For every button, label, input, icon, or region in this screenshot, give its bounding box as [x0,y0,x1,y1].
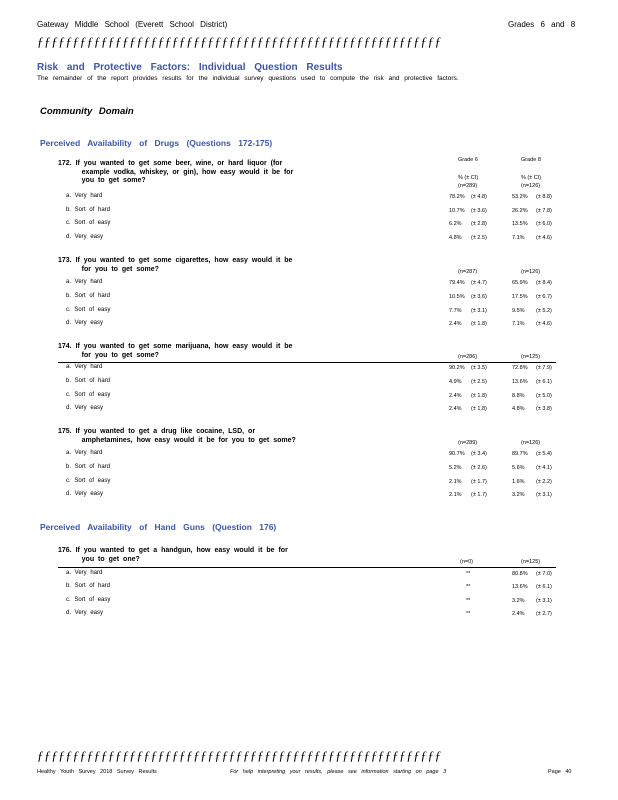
pct-grade-8: 13.6% [512,379,528,385]
pct-grade-8: 7.1% [512,235,525,241]
ci-grade-8: (± 4.1) [536,465,552,471]
answer-label: d. Very easy [66,491,104,497]
answer-label: a. Very hard [66,450,103,456]
ci-grade-8: (± 6.1) [536,379,552,385]
divider [58,567,556,568]
pct-grade-8: 3.2% [512,492,525,498]
n-grade-8: (n=126) [521,183,541,189]
pct-grade-6: 7.7% [449,308,462,314]
col-ci-8: % (± CI) [521,175,542,181]
grades-label: Grades 6 and 8 [508,20,576,29]
answer-label: c. Sort of easy [66,597,111,603]
ci-grade-8: (± 4.6) [536,321,552,327]
pct-grade-8: 13.6% [512,584,528,590]
ci-grade-6: (± 2.6) [471,465,487,471]
pct-grade-8: 72.8% [512,365,528,371]
ci-grade-8: (± 4.6) [536,235,552,241]
ci-grade-8: (± 8.8) [536,194,552,200]
col-ci-6: % (± CI) [458,175,479,181]
ci-grade-8: (± 8.4) [536,280,552,286]
answer-label: a. Very hard [66,193,103,199]
ci-grade-8: (± 3.8) [536,406,552,412]
col-grade-6: Grade 6 [458,157,478,163]
ci-grade-8: (± 3.1) [536,492,552,498]
pct-grade-6: 2.4% [449,321,462,327]
pct-grade-8: 1.6% [512,479,525,485]
n-grade-6: (n=0) [460,559,473,565]
n-grade-6: (n=287) [458,269,478,275]
ci-grade-6: (± 3.6) [471,208,487,214]
pct-grade-6: 78.2% [449,194,465,200]
pct-grade-6: 10.5% [449,294,465,300]
ci-grade-8: (± 7.9) [536,365,552,371]
pct-grade-8: 53.2% [512,194,528,200]
page-number: Page 40 [548,769,572,775]
question-172: 172. If you wanted to get some beer, wine, or hard liquor (for example vodka, whiskey, or gin), how easy would it be for you to get some? [58,160,294,184]
ci-grade-8: (± 5.0) [536,393,552,399]
answer-label: b. Sort of hard [66,378,111,384]
ci-grade-6: (± 2.5) [471,235,487,241]
ci-grade-6: (± 2.5) [471,379,487,385]
pct-grade-6: 10.7% [449,208,465,214]
pct-grade-6: 6.2% [449,221,462,227]
ci-grade-6: (± 1.7) [471,492,487,498]
pct-grade-8: 80.8% [512,571,528,577]
ci-grade-6: (± 1.8) [471,321,487,327]
answer-label: c. Sort of easy [66,220,111,226]
pct-grade-8: 9.5% [512,308,525,314]
pct-grade-6: ** [466,598,471,604]
pct-grade-6: 4.9% [449,379,462,385]
ci-grade-6: (± 1.8) [471,406,487,412]
ci-grade-6: (± 4.8) [471,194,487,200]
ci-grade-8: (± 2.7) [536,611,552,617]
ci-grade-8: (± 7.8) [536,208,552,214]
n-grade-8: (n=126) [521,269,541,275]
answer-label: b. Sort of hard [66,293,111,299]
pct-grade-6: 90.2% [449,365,465,371]
ci-grade-6: (± 3.5) [471,365,487,371]
answer-label: c. Sort of easy [66,478,111,484]
ci-grade-6: (± 4.7) [471,280,487,286]
domain-title: Community Domain [40,106,134,117]
n-grade-8: (n=126) [521,440,541,446]
pct-grade-8: 4.8% [512,406,525,412]
answer-label: d. Very easy [66,320,104,326]
ci-grade-8: (± 6.0) [536,221,552,227]
pct-grade-6: 79.4% [449,280,465,286]
pct-grade-6: 2.4% [449,393,462,399]
pct-grade-8: 17.5% [512,294,528,300]
answer-label: c. Sort of easy [66,392,111,398]
n-grade-6: (n=289) [458,440,478,446]
pct-grade-8: 65.9% [512,280,528,286]
ci-grade-8: (± 3.1) [536,598,552,604]
answer-label: a. Very hard [66,570,103,576]
ci-grade-6: (± 3.1) [471,308,487,314]
pct-grade-6: ** [466,584,471,590]
ci-grade-8: (± 5.4) [536,451,552,457]
pct-grade-6: 2.4% [449,406,462,412]
ci-grade-8: (± 6.1) [536,584,552,590]
header-rule: ƒƒƒƒƒƒƒƒƒƒƒƒƒƒƒƒƒƒƒƒƒƒƒƒƒƒƒƒƒƒƒƒƒƒƒƒƒƒƒƒƒƒƒƒƒƒƒƒƒƒƒƒƒƒƒƒƒ [37,34,442,49]
question-173: 173. If you wanted to get some cigarettes, how easy would it be for you to get some? [58,257,293,273]
pct-grade-6: 90.7% [449,451,465,457]
pct-grade-8: 2.4% [512,611,525,617]
pct-grade-8: 3.2% [512,598,525,604]
pct-grade-8: 7.1% [512,321,525,327]
answer-label: d. Very easy [66,405,104,411]
answer-label: d. Very easy [66,610,104,616]
question-174: 174. If you wanted to get some marijuana, how easy would it be for you to get some? [58,343,293,359]
question-175: 175. If you wanted to get a drug like cocaine, LSD, or amphetamines, how easy would it be for you to get some? [58,428,296,444]
footer-rule: ƒƒƒƒƒƒƒƒƒƒƒƒƒƒƒƒƒƒƒƒƒƒƒƒƒƒƒƒƒƒƒƒƒƒƒƒƒƒƒƒƒƒƒƒƒƒƒƒƒƒƒƒƒƒƒƒƒ [37,748,442,763]
ci-grade-6: (± 3.4) [471,451,487,457]
ci-grade-6: (± 2.8) [471,221,487,227]
pct-grade-6: ** [466,611,471,617]
answer-label: b. Sort of hard [66,207,111,213]
subsection-drugs: Perceived Availability of Drugs (Questions 172-175) [40,138,273,148]
pct-grade-8: 13.5% [512,221,528,227]
answer-label: a. Very hard [66,279,103,285]
pct-grade-6: 4.8% [449,235,462,241]
col-grade-8: Grade 8 [521,157,541,163]
n-grade-6: (n=289) [458,183,478,189]
pct-grade-8: 8.8% [512,393,525,399]
ci-grade-6: (± 1.8) [471,393,487,399]
pct-grade-8: 26.2% [512,208,528,214]
ci-grade-8: (± 5.2) [536,308,552,314]
school-name: Gateway Middle School (Everett School District) [37,20,228,29]
subsection-handguns: Perceived Availability of Hand Guns (Question 176) [40,522,277,532]
ci-grade-6: (± 3.6) [471,294,487,300]
answer-label: b. Sort of hard [66,464,111,470]
n-grade-6: (n=286) [458,354,478,360]
ci-grade-8: (± 7.0) [536,571,552,577]
pct-grade-6: ** [466,571,471,577]
answer-label: c. Sort of easy [66,307,111,313]
pct-grade-8: 5.6% [512,465,525,471]
ci-grade-6: (± 1.7) [471,479,487,485]
answer-label: d. Very easy [66,234,104,240]
pct-grade-6: 2.1% [449,492,462,498]
pct-grade-6: 5.2% [449,465,462,471]
footer-help-link[interactable]: For help interpreting your results, please see information starting on page 3 [230,769,447,775]
pct-grade-6: 2.1% [449,479,462,485]
ci-grade-8: (± 6.7) [536,294,552,300]
section-title: Risk and Protective Factors: Individual Question Results [37,62,343,73]
n-grade-8: (n=125) [521,559,541,565]
question-176: 176. If you wanted to get a handgun, how easy would it be for you to get one? [58,547,288,563]
footer-survey-title: Healthy Youth Survey 2018 Survey Results [37,769,157,775]
answer-label: a. Very hard [66,364,103,370]
section-intro: The remainder of the report provides results for the individual survey questions used to compute the risk and protective factors. [37,75,459,82]
divider [58,362,556,363]
answer-label: b. Sort of hard [66,583,111,589]
pct-grade-8: 89.7% [512,451,528,457]
ci-grade-8: (± 2.2) [536,479,552,485]
n-grade-8: (n=125) [521,354,541,360]
